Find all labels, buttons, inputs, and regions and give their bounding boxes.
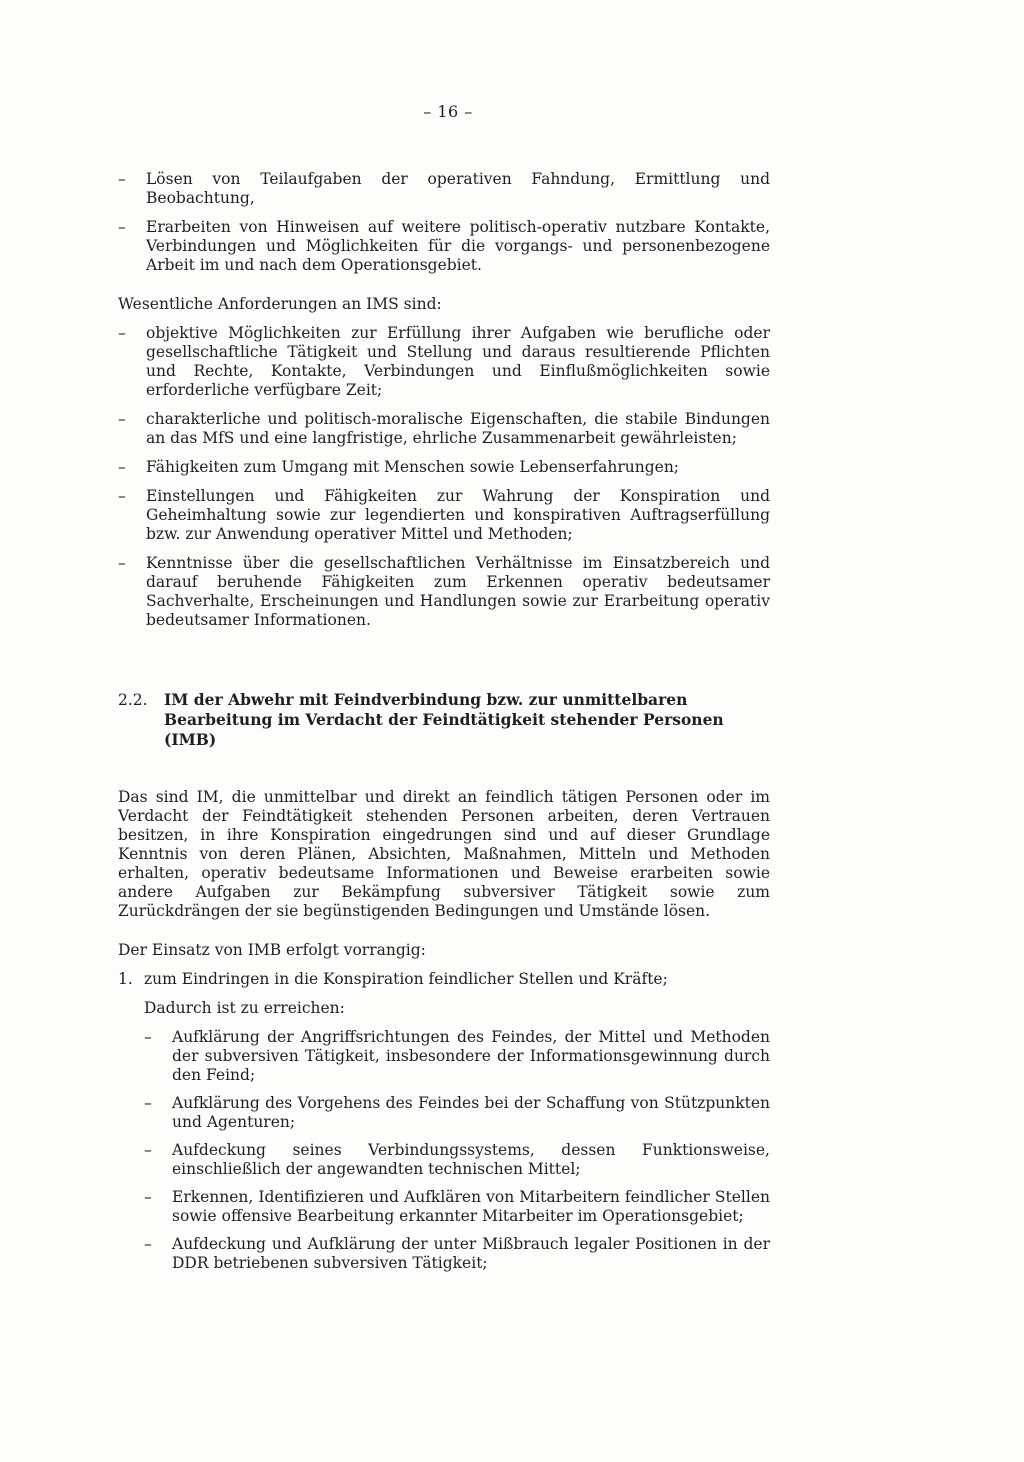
- page-number: – 16 –: [423, 102, 473, 121]
- requirement-item: [118, 324, 770, 400]
- section-paragraph: Das sind IM, die unmittelbar und direkt an feindlich tätigen Personen oder im Verdacht der Feindtätigkeit stehenden Personen arbeiten, deren Vertrauen besitzen, in ihre Konspiration eingedrungen sind und auf dieser Grundlage Kenntnis von deren Plänen, Absichten, Maßnahmen, Mitteln und Methoden erhalten, operativ bedeutsame Informationen und Beweise erarbeiten sowie andere Aufgaben zur Bekämpfung subversiver Tätigkeit sowie zum Zurückdrängen der sie begünstigenden Bedingungen und Umstände lösen.: [118, 788, 770, 920]
- achieve-item: [144, 1188, 770, 1226]
- achieve-text: Aufklärung des Vorgehens des Feindes bei der Schaffung von Stützpunkten und Agenturen;: [172, 1094, 770, 1131]
- requirement-item: [118, 554, 770, 630]
- requirement-text: Fähigkeiten zum Umgang mit Menschen sowie Lebenserfahrungen;: [146, 458, 680, 476]
- requirement-text: objektive Möglichkeiten zur Erfüllung ihrer Aufgaben wie berufliche oder gesellschaftliche Tätigkeit und Stellung und daraus resultierende Pflichten und Rechte, Kontakte, Verbindungen und Einflußmöglichkeiten sowie erforderliche verfügbare Zeit;: [146, 324, 770, 399]
- bullet-dash: –: [118, 324, 126, 342]
- bullet-item: [118, 218, 770, 275]
- numbered-item: [118, 970, 770, 989]
- achieve-list: [118, 1028, 770, 1273]
- numbered-item-text: zum Eindringen in die Konspiration feindlicher Stellen und Kräfte;: [144, 970, 668, 988]
- requirements-intro: Wesentliche Anforderungen an IMS sind:: [118, 295, 442, 313]
- achieve-text: Aufdeckung und Aufklärung der unter Mißbrauch legaler Positionen in der DDR betriebenen subversiven Tätigkeit;: [172, 1235, 770, 1272]
- requirement-item: [118, 487, 770, 544]
- deployment-intro: Der Einsatz von IMB erfolgt vorrangig:: [118, 941, 426, 959]
- bullet-text: Lösen von Teilaufgaben der operativen Fahndung, Ermittlung und Beobachtung,: [146, 170, 770, 207]
- requirement-text: Einstellungen und Fähigkeiten zur Wahrung der Konspiration und Geheimhaltung sowie zur legendierten und konspirativen Auftragserfüllung bzw. zur Anwendung operativer Mittel und Methoden;: [146, 487, 770, 543]
- requirement-item: [118, 458, 770, 477]
- bullet-dash: –: [118, 487, 126, 505]
- bullet-dash: –: [118, 170, 126, 188]
- section-heading: [118, 690, 770, 750]
- bullet-dash: –: [118, 218, 126, 236]
- numbered-item-number: 1.: [118, 970, 133, 988]
- section-title: IM der Abwehr mit Feindverbindung bzw. zur unmittelbaren Bearbeitung im Verdacht der Feindtätigkeit stehender Personen (IMB): [164, 690, 724, 749]
- achieve-text: Erkennen, Identifizieren und Aufklären von Mitarbeitern feindlicher Stellen sowie offensive Bearbeitung erkannter Mitarbeiter im Operationsgebiet;: [172, 1188, 770, 1225]
- achieve-intro: Dadurch ist zu erreichen:: [144, 999, 345, 1017]
- requirement-text: Kenntnisse über die gesellschaftlichen Verhältnisse im Einsatzbereich und darauf beruhende Fähigkeiten zum Erkennen operativ bedeutsamer Sachverhalte, Erscheinungen und Handlungen sowie zur Erarbeitung operativ bedeutsamer Informationen.: [146, 554, 770, 629]
- achieve-item: [144, 1235, 770, 1273]
- bullet-dash: –: [144, 1141, 152, 1159]
- bullet-dash: –: [118, 410, 126, 428]
- section-number: 2.2.: [118, 691, 148, 709]
- achieve-text: Aufdeckung seines Verbindungssystems, dessen Funktionsweise, einschließlich der angewandten technischen Mittel;: [172, 1141, 770, 1178]
- bullet-dash: –: [144, 1094, 152, 1112]
- bullet-item: [118, 170, 770, 208]
- page-content: [118, 170, 770, 1282]
- bullet-text: Erarbeiten von Hinweisen auf weitere politisch-operativ nutzbare Kontakte, Verbindungen und Möglichkeiten für die vorgangs- und personenbezogene Arbeit im und nach dem Operationsgebiet.: [146, 218, 770, 274]
- bullet-dash: –: [144, 1235, 152, 1253]
- bullet-dash: –: [118, 458, 126, 476]
- bullet-dash: –: [144, 1028, 152, 1046]
- requirement-text: charakterliche und politisch-moralische Eigenschaften, die stabile Bindungen an das MfS und eine langfristige, ehrliche Zusammenarbeit gewährleisten;: [146, 410, 770, 447]
- achieve-item: [144, 1028, 770, 1085]
- achieve-item: [144, 1141, 770, 1179]
- achieve-text: Aufklärung der Angriffsrichtungen des Feindes, der Mittel und Methoden der subversiven Tätigkeit, insbesondere der Informationsgewinnung durch den Feind;: [172, 1028, 770, 1084]
- bullet-dash: –: [144, 1188, 152, 1206]
- achieve-item: [144, 1094, 770, 1132]
- requirement-item: [118, 410, 770, 448]
- bullet-dash: –: [118, 554, 126, 572]
